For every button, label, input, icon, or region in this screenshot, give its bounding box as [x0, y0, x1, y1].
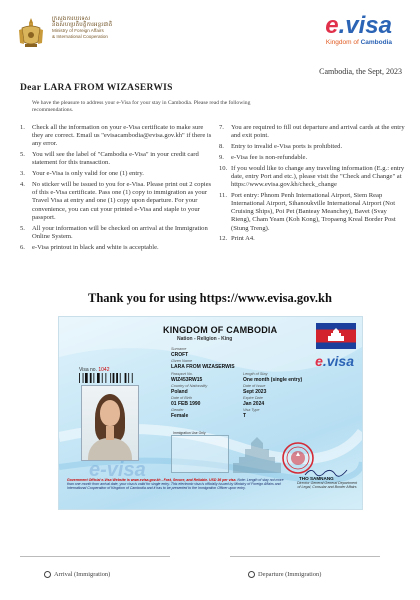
issue-date-value: Sept 2023 — [243, 389, 267, 395]
card-title: KINGDOM OF CAMBODIA — [163, 325, 278, 335]
instruction-item — [20, 225, 214, 241]
barcode-icon — [79, 373, 151, 383]
angkor-temple-icon — [229, 435, 285, 475]
visa-number-value: 1042 — [98, 367, 110, 373]
instruction-item — [219, 235, 405, 243]
evisa-card — [58, 316, 363, 510]
instruction-text: No sticker will be issued to you for e-Visa. Please print out 2 copies of this e-Visa certificate. Pass one (1) copy to immigration as your Travel Visa at entry and one (1) copy upon departure. For your convenience, you can cut your printed e-Visa and staple to your passport. — [32, 181, 212, 221]
immigration-use-label: Immigration Use Only — [173, 431, 206, 435]
ministry-header — [16, 16, 113, 50]
arrival-circle-icon — [44, 571, 51, 578]
instruction-item — [20, 151, 214, 167]
officer-name: THO SAMNANG — [299, 476, 334, 481]
instruction-number: 7. — [219, 124, 224, 131]
instruction-number: 5. — [20, 151, 25, 159]
holder-photo — [81, 385, 139, 461]
greeting: Dear LARA FROM WIZASERWIS — [20, 83, 173, 93]
instruction-item — [219, 124, 405, 140]
departure-stamp-label — [248, 571, 321, 578]
card-footer-note — [67, 478, 289, 491]
ministry-name-en-1: Ministry of Foreign Affairs — [52, 28, 104, 33]
instructions-right — [219, 124, 405, 246]
instruction-number: 3. — [20, 170, 25, 178]
surname-label: Surname — [171, 347, 187, 351]
evisa-logo-text: .visa — [338, 12, 392, 39]
stay-label: Length of Stay — [243, 372, 268, 376]
instruction-text: All your information will be checked on arrival at the Immigration Online System. — [32, 224, 208, 240]
instruction-number: 10. — [219, 164, 228, 172]
immigration-use-box — [171, 435, 229, 473]
evisa-logo-e: e — [325, 12, 339, 39]
passport-label: Passport No. — [171, 372, 193, 376]
gender-value: Female — [171, 413, 189, 419]
card-watermark: e-visa — [89, 459, 146, 481]
departure-circle-icon — [248, 571, 255, 578]
ministry-name-khmer: ក្រសួងការបរទេស — [52, 16, 91, 22]
card-footer-text: Note: Length of stay not more than one month from arrival date, your visa is valid for single entry. This electronic visa is officially issued by Ministry of Foreign Affairs and International Cooperation of Kingdom of Cambodia and it has to be presented to the Immigration Officer upon entry. — [67, 478, 284, 491]
instruction-number: 1. — [20, 124, 25, 131]
card-motto: Nation - Religion - King — [177, 336, 233, 342]
gender-label: Gender — [171, 408, 184, 412]
visa-type-label: Visa Type — [243, 408, 260, 412]
card-evisa-logo — [315, 353, 354, 369]
ministry-name — [52, 16, 113, 40]
instruction-item — [20, 170, 214, 178]
departure-stamp-line — [230, 556, 380, 557]
visa-type-value: T — [243, 413, 247, 419]
instructions-left — [20, 124, 214, 254]
instruction-text: e-Visa fee is non-refundable. — [231, 153, 308, 161]
instruction-text: Port entry: Phnom Penh International Airport, Siem Reap International Airport, Sihanoukville International Airport (Not Cruising Ships), Poi Pet (Banteay Meanchey), Bavet (Svay Rieng), Cham Yeam (Koh Kong), Tropaeng Kreal Border Post (Stung Treng). — [231, 191, 396, 232]
instruction-text: Print A4. — [231, 235, 255, 243]
evisa-logo — [325, 14, 392, 46]
ministry-name-khmer-2: និងសហប្រតិបត្តិការអន្តរជាតិ — [52, 22, 113, 28]
instruction-item — [219, 143, 405, 151]
instruction-item — [20, 244, 214, 252]
card-logo-e: e — [315, 353, 323, 369]
instruction-number: 4. — [20, 181, 25, 188]
arrival-stamp-label — [44, 571, 110, 578]
intro-text: We have the pleasure to address your e-Visa for your stay in Cambodia. Please read the following recommendations. — [32, 100, 251, 113]
surname-value: CROFT — [171, 352, 189, 358]
issue-date-label: Date of Issue — [243, 384, 266, 388]
given-name-label: Given Name — [171, 359, 193, 363]
instruction-item — [219, 192, 405, 233]
instruction-text: If you would like to change any traveling information (E.g.: entry date, entry Port and etc.), please visit the "Check and Change" at https://www.evisa.gov.kh/check_change — [231, 164, 405, 188]
arrival-stamp-line — [20, 556, 170, 557]
expire-date-label: Expire Date — [243, 396, 263, 400]
card-logo-text: .visa — [322, 353, 354, 369]
instruction-number: 9. — [219, 153, 224, 161]
instruction-text: Your e-Visa is only valid for one (1) entry. — [32, 170, 144, 178]
instruction-text: Entry to invalid e-Visa ports is prohibited. — [231, 143, 343, 150]
royal-crest-icon — [16, 16, 46, 50]
instruction-number: 6. — [20, 243, 25, 251]
card-footer-bold: Government Official e-Visa Website is www.evisa.gov.kh - Fast, Secure, and Reliable. USD 36 per visa. — [67, 478, 237, 482]
dob-label: Date of Birth — [171, 396, 193, 400]
evisa-logo-country: Cambodia — [360, 39, 392, 46]
thanks-line: Thank you for using https://www.evisa.gov.kh — [88, 291, 332, 305]
instruction-item — [219, 154, 405, 162]
dob-value: 01 FEB 1990 — [171, 401, 201, 407]
instruction-item — [20, 124, 214, 149]
instruction-item — [20, 181, 214, 222]
arrival-stamp-text: Arrival (Immigration) — [54, 571, 111, 578]
cambodia-flag-icon — [316, 323, 356, 349]
passport-value: WIZ453RW15 — [171, 377, 203, 383]
nationality-label: Country of Nationality — [171, 384, 208, 388]
expire-date-value: Jan 2024 — [243, 401, 265, 407]
given-name-value: LARA FROM WIZASERWIS — [171, 364, 235, 370]
instruction-text: You will see the label of "Cambodia e-Visa" in your credit card statement for this transaction. — [32, 151, 199, 167]
instruction-number: 11. — [219, 191, 227, 199]
visa-number-label: Visa no. — [79, 367, 97, 373]
instruction-text: e-Visa printout in black and white is acceptable. — [32, 243, 159, 251]
instruction-number: 8. — [219, 143, 224, 150]
issue-date-line: Cambodia, the Sept, 2023 — [319, 67, 402, 76]
ministry-name-en-2: & International Cooperation — [52, 34, 108, 39]
instruction-text: Check all the information on your e-Visa certificate to make sure they are correct. Email us "evisacambodia@evisa.gov.kh" if there is any error. — [32, 124, 212, 148]
nationality-value: Poland — [171, 389, 188, 395]
evisa-logo-sub: Kingdom of — [325, 39, 359, 46]
instruction-text: You are required to fill out departure and arrival cards at the entry and exit point. — [231, 124, 405, 140]
instruction-number: 12. — [219, 235, 228, 243]
instruction-number: 5. — [20, 224, 25, 232]
instruction-item — [219, 165, 405, 190]
officer-title: Director General General Department of Legal, Consular and Border Affairs — [297, 481, 357, 490]
stay-value: One month (single entry) — [243, 377, 303, 383]
departure-stamp-text: Departure (Immigration) — [258, 571, 322, 578]
